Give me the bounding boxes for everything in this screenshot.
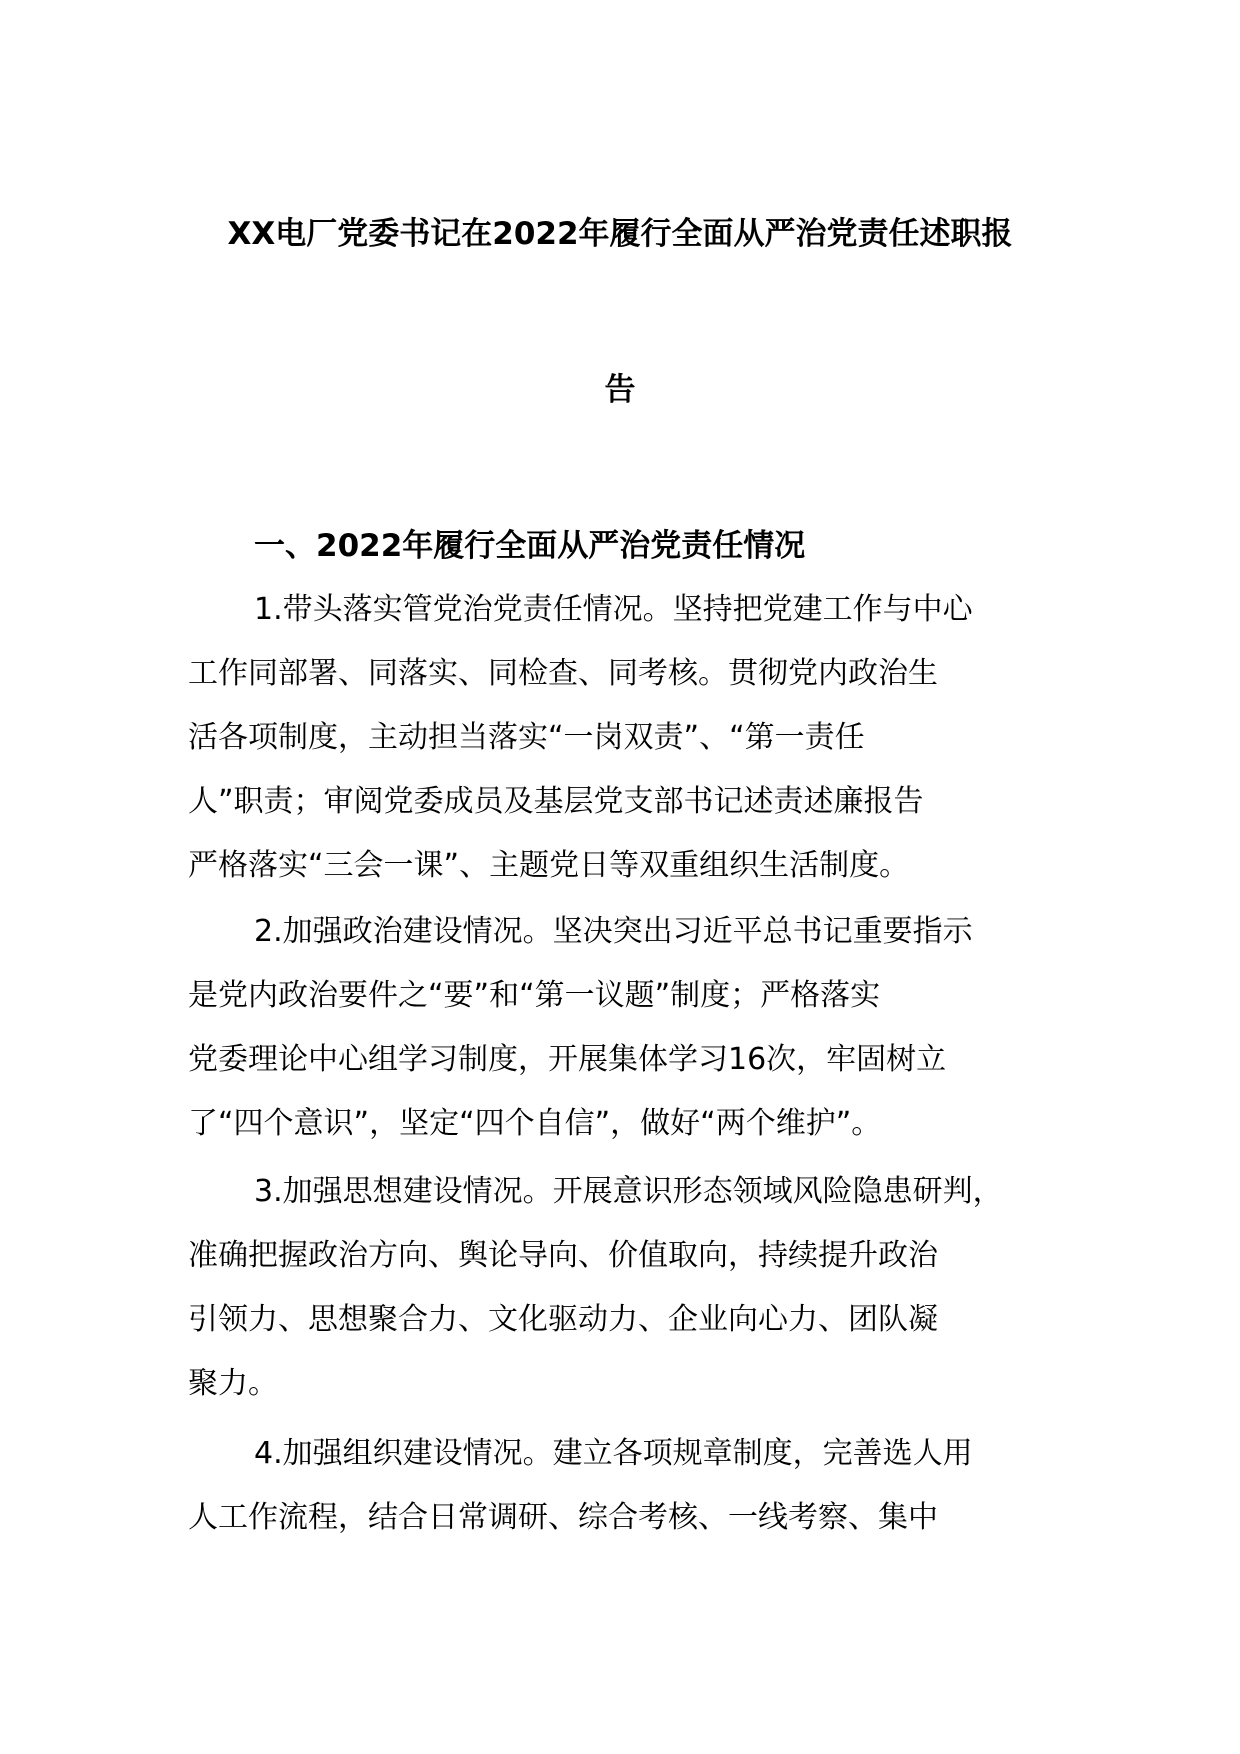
paragraph-3-line: 3.加强思想建设情况。开展意识形态领域风险隐患研判，: [254, 1174, 1003, 1209]
paragraph-1-line: 1.带头落实管党治党责任情况。坚持把党建工作与中心: [254, 592, 973, 627]
paragraph-3-line: 聚力。: [188, 1366, 278, 1401]
paragraph-1-line: 严格落实“三会一课”、主题党日等双重组织生活制度。: [188, 848, 910, 883]
paragraph-1-line: 工作同部署、同落实、同检查、同考核。贯彻党内政治生: [188, 656, 938, 691]
document-title-line-2: 告: [604, 372, 636, 408]
document-title-line-1: XX电厂党委书记在2022年履行全面从严治党责任述职报: [227, 216, 1013, 252]
section-heading: 一、2022年履行全面从严治党责任情况: [254, 528, 806, 564]
paragraph-2-line: 是党内政治要件之“要”和“第一议题”制度；严格落实: [188, 978, 881, 1013]
paragraph-3-line: 引领力、思想聚合力、文化驱动力、企业向心力、团队凝: [188, 1302, 938, 1337]
paragraph-4-line: 4.加强组织建设情况。建立各项规章制度，完善选人用: [254, 1436, 973, 1471]
paragraph-1-line: 人”职责；审阅党委成员及基层党支部书记述责述廉报告: [188, 784, 924, 819]
paragraph-2-line: 了“四个意识”，坚定“四个自信”，做好“两个维护”。: [188, 1106, 882, 1141]
paragraph-3-line: 准确把握政治方向、舆论导向、价值取向，持续提升政治: [188, 1238, 938, 1273]
paragraph-2-line: 2.加强政治建设情况。坚决突出习近平总书记重要指示: [254, 914, 973, 949]
paragraph-2-line: 党委理论中心组学习制度，开展集体学习16次，牢固树立: [188, 1042, 947, 1077]
paragraph-1-line: 活各项制度，主动担当落实“一岗双责”、“第一责任: [188, 720, 865, 755]
paragraph-4-line: 人工作流程，结合日常调研、综合考核、一线考察、集中: [188, 1500, 938, 1535]
